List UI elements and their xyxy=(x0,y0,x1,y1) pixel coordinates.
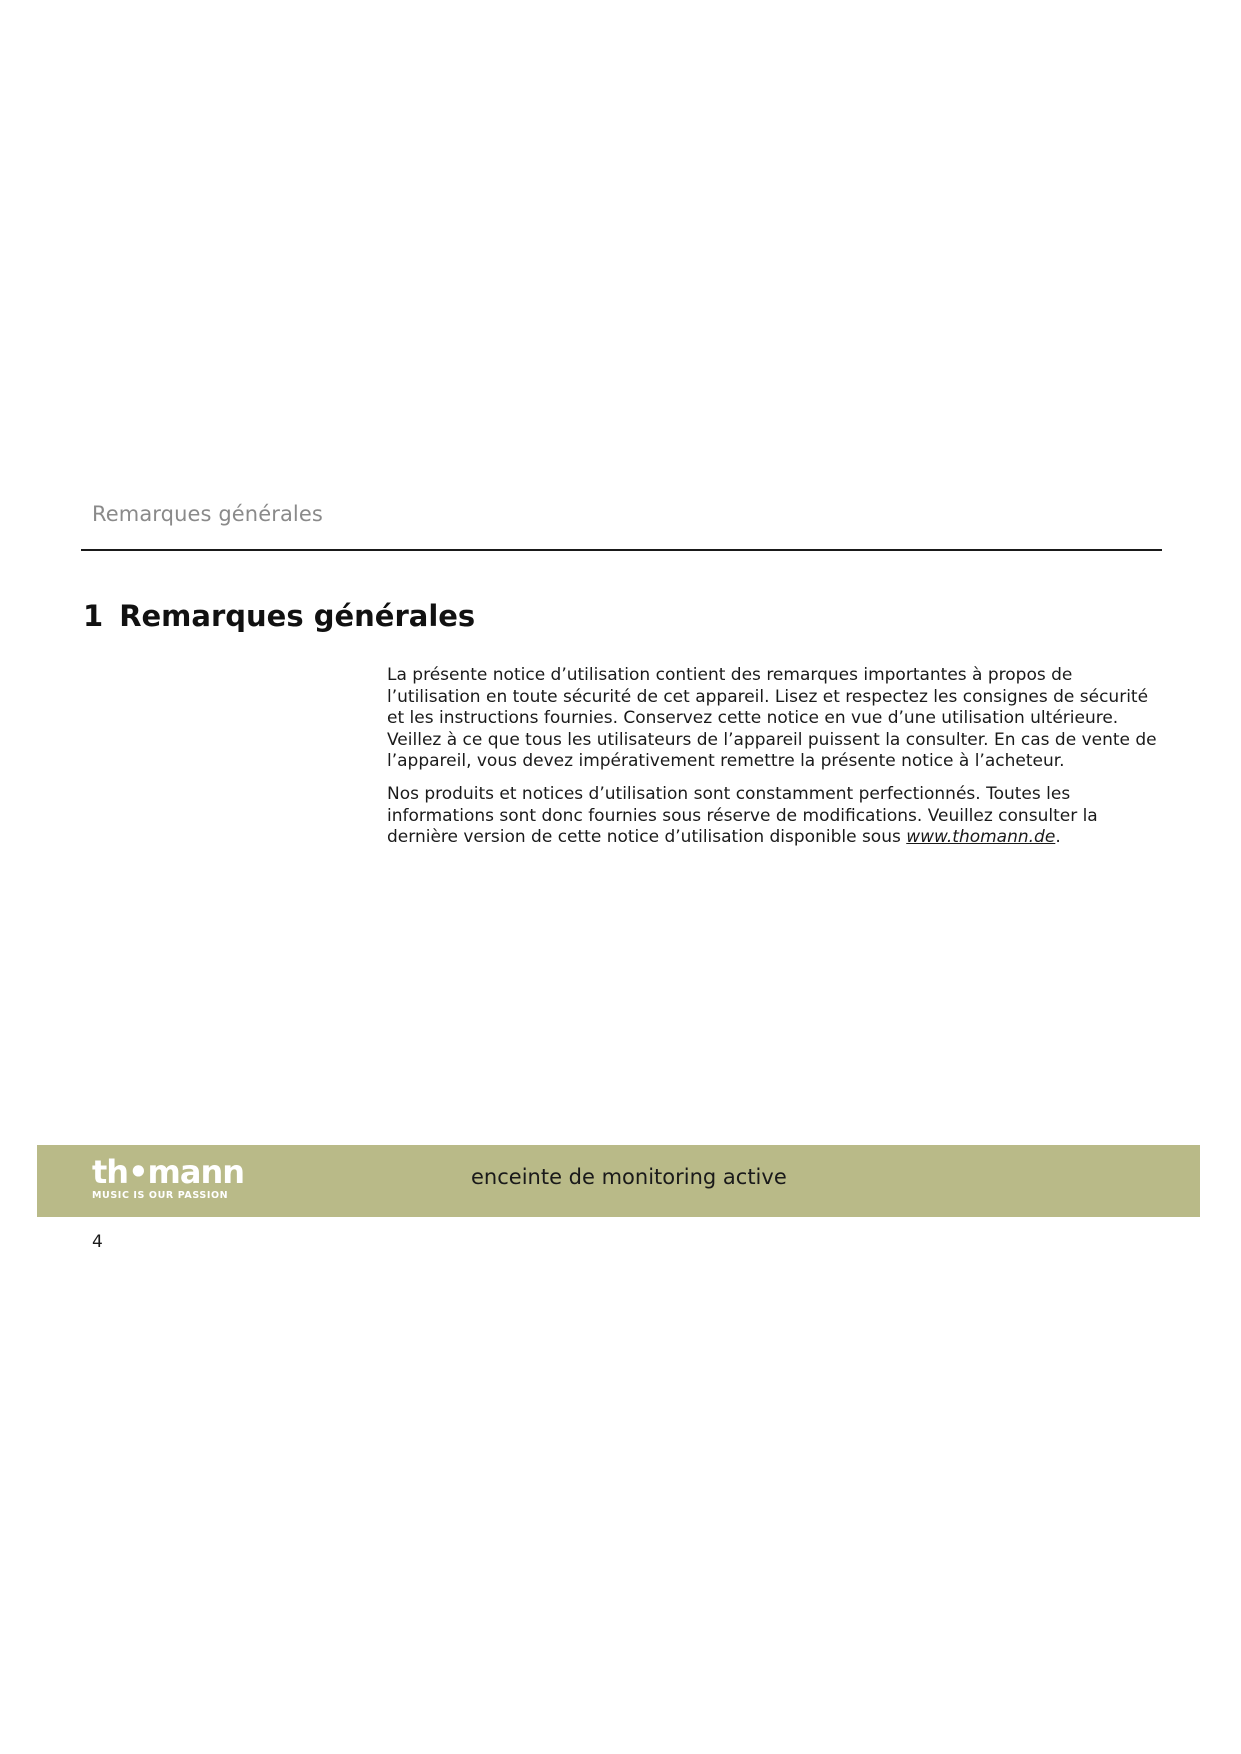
paragraph-updates xyxy=(387,784,1167,849)
body-text xyxy=(387,665,1167,860)
chapter-title: Remarques générales xyxy=(119,599,476,633)
paragraph-safety: La présente notice d’utilisation contient des remarques importantes à propos de l’utilisation en toute sécurité de cet appareil. Lisez et respectez les consignes de sécurité et les instructions fournies. Conservez cette notice en vue d’une utilisation ultérieure. Veillez à ce que tous les utilisateurs de l’appareil puissent la consulter. En cas de vente de l’appareil, vous devez impérativement remettre la présente notice à l’acheteur. xyxy=(387,665,1157,772)
paragraph-updates-text: Nos produits et notices d’utilisation sont constamment perfectionnés. Toutes les informations sont donc fournies sous réserve de modifications. Veuillez consulter la dernière version de cette notice d’utilisation disponible sous xyxy=(387,783,1098,848)
logo-wordmark: th•mann xyxy=(92,1153,245,1191)
logo-tagline: MUSIC IS OUR PASSION xyxy=(92,1190,229,1201)
chapter-heading xyxy=(83,599,475,633)
running-header-title: Remarques générales xyxy=(92,502,323,526)
thomann-website-link[interactable]: www.thomann.de xyxy=(906,827,1056,848)
chapter-number: 1 xyxy=(83,599,104,633)
footer-product-name: enceinte de monitoring active xyxy=(471,1165,787,1189)
thomann-logo xyxy=(92,1155,244,1201)
header-divider xyxy=(81,549,1162,551)
paragraph-updates-end: . xyxy=(1055,827,1061,848)
page-number: 4 xyxy=(92,1232,103,1252)
